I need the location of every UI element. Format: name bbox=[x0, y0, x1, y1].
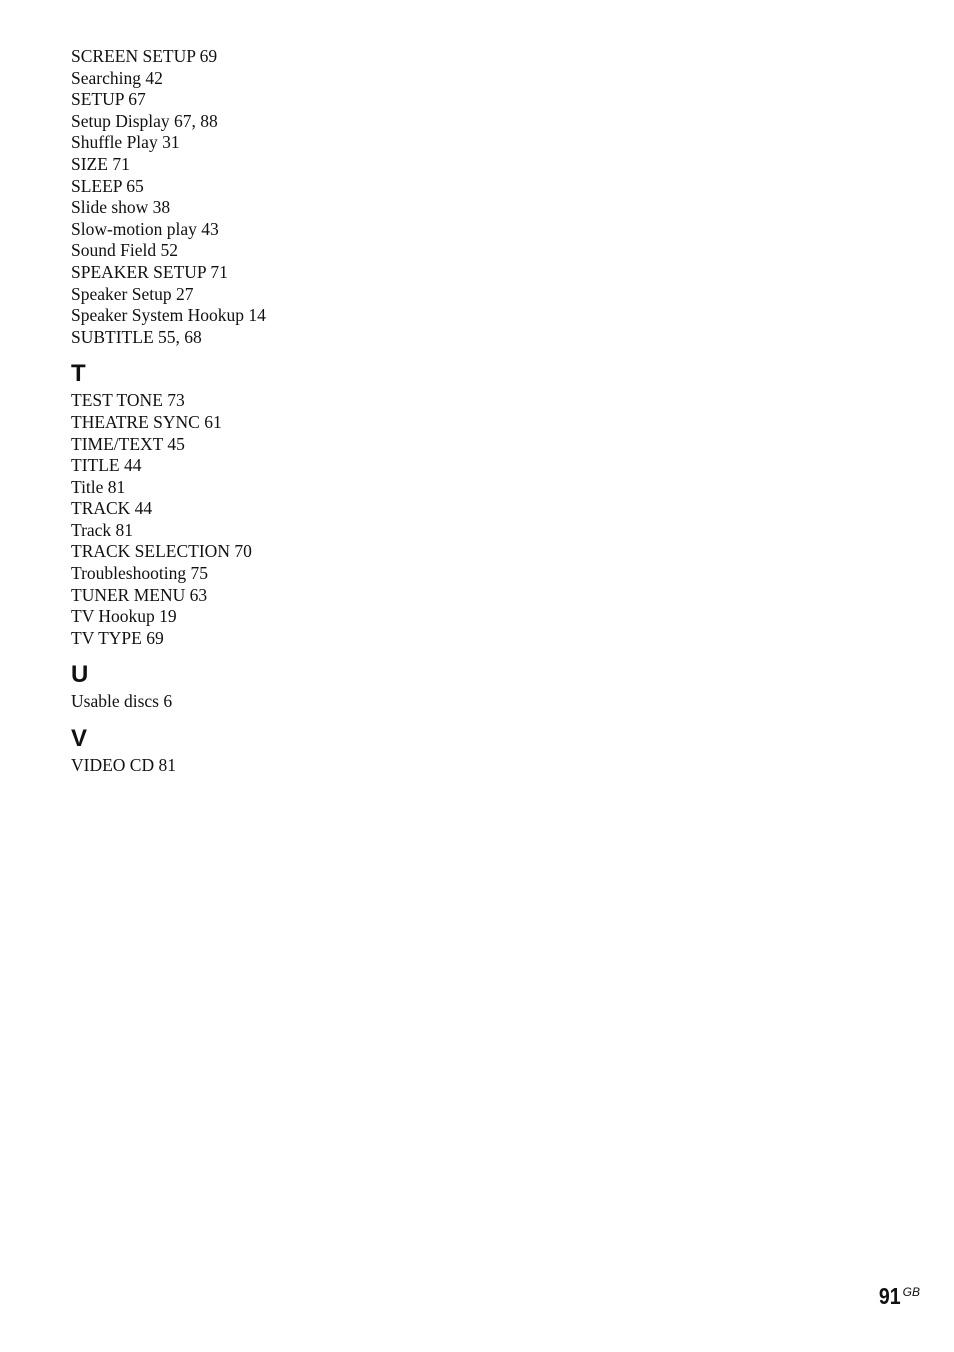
index-entry: Track 81 bbox=[71, 519, 134, 540]
page-number bbox=[875, 1283, 920, 1309]
index-entry: Troubleshooting 75 bbox=[71, 563, 208, 584]
index-entry: Slow-motion play 43 bbox=[71, 218, 219, 239]
index-entry: TEST TONE 73 bbox=[71, 390, 185, 411]
index-section bbox=[71, 360, 471, 649]
index-entry: SPEAKER SETUP 71 bbox=[71, 261, 228, 282]
section-letter-heading: U bbox=[71, 661, 89, 689]
index-section bbox=[71, 46, 471, 348]
index-entry: SUBTITLE 55, 68 bbox=[71, 326, 202, 347]
index-entry: VIDEO CD 81 bbox=[71, 755, 176, 776]
index-entry: Speaker System Hookup 14 bbox=[71, 305, 266, 326]
index-entry: TUNER MENU 63 bbox=[71, 584, 208, 605]
index-entry: TRACK 44 bbox=[71, 498, 153, 519]
index-entry: SETUP 67 bbox=[71, 89, 146, 110]
index-column bbox=[71, 46, 471, 777]
index-entry: Shuffle Play 31 bbox=[71, 132, 180, 153]
index-entry: Slide show 38 bbox=[71, 197, 171, 218]
page-number-value: 91 bbox=[878, 1283, 901, 1309]
index-entry: SIZE 71 bbox=[71, 153, 130, 174]
page-number-suffix: GB bbox=[902, 1285, 920, 1299]
index-entry: Usable discs 6 bbox=[71, 691, 173, 712]
index-entry-list bbox=[71, 755, 471, 777]
index-entry-list bbox=[71, 691, 471, 713]
index-entry: TV Hookup 19 bbox=[71, 606, 177, 627]
index-entry: TV TYPE 69 bbox=[71, 627, 164, 648]
index-entry: TIME/TEXT 45 bbox=[71, 433, 185, 454]
section-letter-heading: V bbox=[71, 725, 88, 753]
index-entry: TRACK SELECTION 70 bbox=[71, 541, 252, 562]
index-entry: SCREEN SETUP 69 bbox=[71, 46, 218, 66]
index-entry: THEATRE SYNC 61 bbox=[71, 411, 222, 432]
index-entry: Sound Field 52 bbox=[71, 240, 178, 261]
section-letter-heading: T bbox=[71, 360, 86, 388]
index-entry: SLEEP 65 bbox=[71, 175, 144, 196]
index-entry: Title 81 bbox=[71, 476, 126, 497]
index-entry: Speaker Setup 27 bbox=[71, 283, 194, 304]
index-entry: Setup Display 67, 88 bbox=[71, 110, 218, 131]
index-entry-list bbox=[71, 46, 471, 348]
index-entry: TITLE 44 bbox=[71, 455, 142, 476]
index-entry-list bbox=[71, 390, 471, 649]
index-section bbox=[71, 661, 471, 713]
index-section bbox=[71, 725, 471, 777]
index-entry: Searching 42 bbox=[71, 67, 163, 88]
